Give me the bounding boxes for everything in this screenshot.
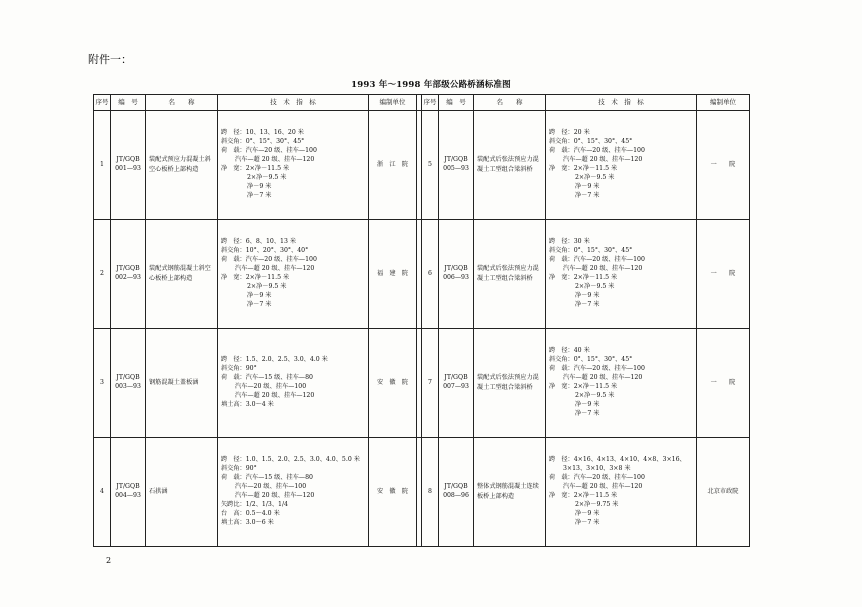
table-row [94, 329, 750, 438]
header-unit-right: 编制单位 [697, 95, 750, 111]
row-name: 装配式后张法预应力混凝土工型组合梁斜桥 [474, 329, 546, 438]
header-name: 名 称 [146, 95, 218, 111]
row-code: JT/GQB 003—93 [111, 329, 146, 438]
row-code: JT/GQB 007—93 [439, 329, 474, 438]
row-name: 石拱涵 [146, 438, 218, 547]
row-no: 3 [94, 329, 111, 438]
row-name: 装配式钢筋混凝土斜空心板桥上部构造 [146, 220, 218, 329]
row-code: JT/GQB 001—93 [111, 111, 146, 220]
attachment-label: 附件一： [88, 53, 132, 66]
row-no: 1 [94, 111, 111, 220]
row-unit: 安 徽 院 [369, 438, 417, 547]
header-code-right: 编 号 [439, 95, 474, 111]
row-code: JT/GQB 005—93 [439, 111, 474, 220]
header-tech: 技 术 指 标 [218, 95, 369, 111]
row-unit: 一 院 [697, 111, 750, 220]
row-no: 8 [422, 438, 439, 547]
row-unit: 浙 江 院 [369, 111, 417, 220]
header-no-right: 序号 [422, 95, 439, 111]
row-unit: 北京市政院 [697, 438, 750, 547]
row-tech: 跨 径：40 米 斜交角：0°、15°、30°、45° 荷 载：汽车—20 级、挂车—100 汽车—超 20 级、挂车—120 净 宽：2×净－11.5 米 2×净－9.5 米 净－9 米 净－7 米 [546, 329, 697, 438]
header-name-right: 名 称 [474, 95, 546, 111]
row-tech: 跨 径：20 米 斜交角：0°、15°、30°、45° 荷 载：汽车—20 级、挂车—100 汽车—超 20 级、挂车—120 净 宽：2×净－11.5 米 2×净－9.5 米 净－9 米 净－7 米 [546, 111, 697, 220]
header-tech-right: 技 术 指 标 [546, 95, 697, 111]
row-no: 7 [422, 329, 439, 438]
header-code: 编 号 [111, 95, 146, 111]
row-name: 装配式后张法预应力混凝土工型组合梁斜桥 [474, 111, 546, 220]
row-no: 4 [94, 438, 111, 547]
row-name: 整体式钢筋混凝土连续板桥上部构造 [474, 438, 546, 547]
row-code: JT/GQB 008—96 [439, 438, 474, 547]
row-code: JT/GQB 002—93 [111, 220, 146, 329]
row-tech: 跨 径：4×16、4×13、4×10、4×8、3×16、 3×13、3×10、3×8 米 荷 载：汽车—20 级、挂车—100 汽车—超 20 级、挂车—120 净 宽：2×净－11.5 米 2×净－9.75 米 净－9 米 净－7 米 [546, 438, 697, 547]
row-tech: 跨 径：6、8、10、13 米 斜交角：10°、20°、30°、40° 荷 载：汽车—20 级、挂车—100 汽车—超 20 级、挂车—120 净 宽：2×净－11.5 米 2×净－9.5 米 净－9 米 净－7 米 [218, 220, 369, 329]
table-row [94, 111, 750, 220]
row-unit: 一 院 [697, 220, 750, 329]
row-code: JT/GQB 004—93 [111, 438, 146, 547]
row-unit: 一 院 [697, 329, 750, 438]
row-name: 装配式预应力混凝土斜空心板桥上部构造 [146, 111, 218, 220]
header-unit: 编制单位 [369, 95, 417, 111]
row-unit: 安 徽 院 [369, 329, 417, 438]
row-code: JT/GQB 006—93 [439, 220, 474, 329]
row-no: 6 [422, 220, 439, 329]
table-row [94, 438, 750, 547]
table-title: 1993 年～1998 年部级公路桥涵标准图 [351, 80, 511, 90]
row-name: 钢筋混凝土盖板涵 [146, 329, 218, 438]
row-tech: 跨 径：1.5、2.0、2.5、3.0、4.0 米 斜交角：90° 荷 载：汽车—15 级、挂车—80 汽车—20 级、挂车—100 汽车—超 20 级、挂车—120 填土高：3.0～4 米 [218, 329, 369, 438]
header-row [94, 95, 750, 111]
header-no: 序号 [94, 95, 111, 111]
standards-table [93, 94, 750, 547]
row-name: 装配式后张法预应力混凝土工型组合梁斜桥 [474, 220, 546, 329]
row-tech: 跨 径：1.0、1.5、2.0、2.5、3.0、4.0、5.0 米 斜交角：90° 荷 载：汽车—15 级、挂车—80 汽车—20 级、挂车—100 汽车—超 20 级、挂车—120 矢跨比：1/2、1/3、1/4 台 高：0.5～4.0 米 填土高：3.0～6 米 [218, 438, 369, 547]
row-tech: 跨 径：30 米 斜交角：0°、15°、30°、45° 荷 载：汽车—20 级、挂车—100 汽车—超 20 级、挂车—120 净 宽：2×净－11.5 米 2×净－9.5 米 净－9 米 净－7 米 [546, 220, 697, 329]
table-row [94, 220, 750, 329]
row-no: 5 [422, 111, 439, 220]
row-tech: 跨 径：10、13、16、20 米 斜交角：0°、15°、30°、45° 荷 载：汽车—20 级、挂车—100 汽车—超 20 级、挂车—120 净 宽：2×净－11.5 米 2×净－9.5 米 净－9 米 净－7 米 [218, 111, 369, 220]
page-number: 2 [106, 556, 112, 565]
row-no: 2 [94, 220, 111, 329]
row-unit: 福 建 院 [369, 220, 417, 329]
